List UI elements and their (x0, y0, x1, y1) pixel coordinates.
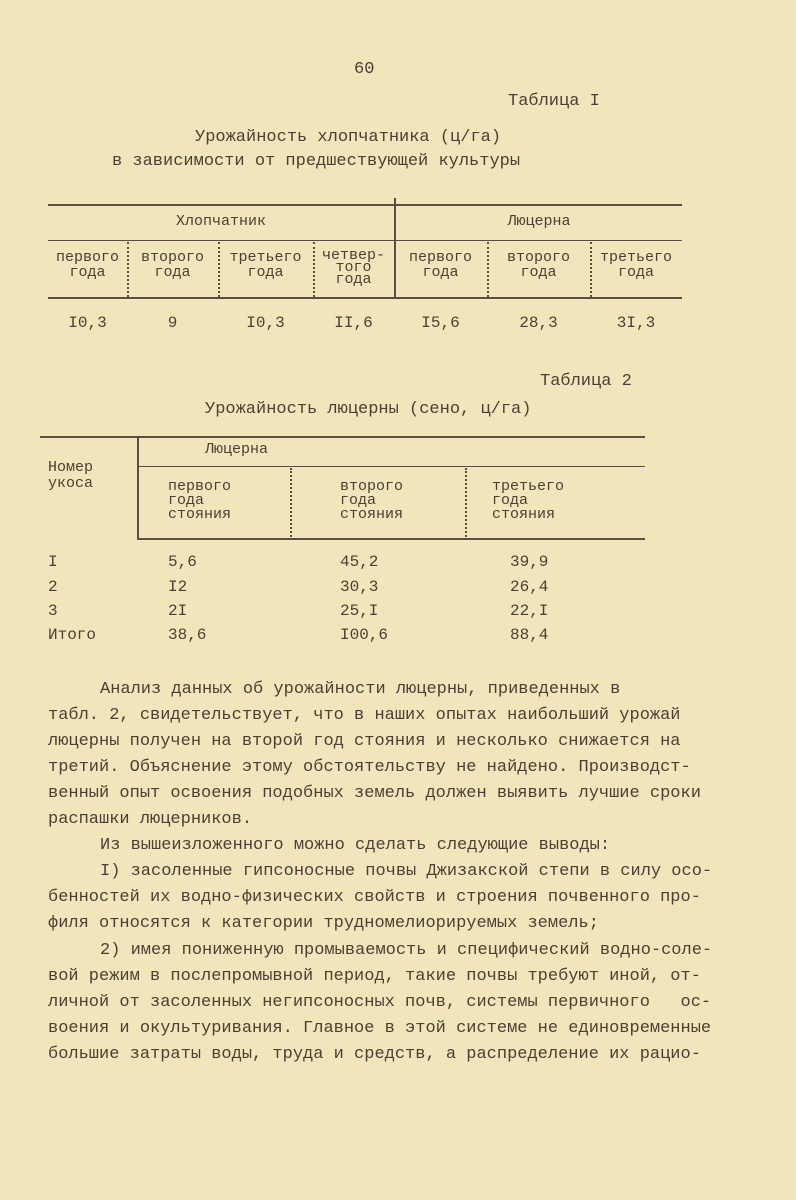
table1-group-alfalfa: Люцерна (507, 213, 571, 230)
text-line: табл. 2, свидетельствует, что в наших опытах наибольший урожай (48, 706, 681, 725)
text-line: бенностей их водно-физических свойств и строения почвенного про- (48, 888, 701, 907)
cell: I00,6 (340, 626, 389, 644)
table1-title-line2: в зависимости от предшествующей культуры (112, 152, 521, 171)
table1-col-header: третьего года (229, 249, 302, 281)
text-line: 2) имея пониженную промываемость и специфический водно-соле- (100, 941, 713, 960)
table1-label: Таблица I (508, 92, 600, 111)
cell: 38,6 (168, 626, 207, 644)
table1-col-header: первого года (408, 249, 472, 281)
table1-header-rule (48, 297, 682, 299)
cell: 25,I (340, 602, 379, 620)
table1-value: II,6 (334, 314, 373, 332)
table2-col-header: второго года стояния (340, 478, 404, 523)
table1-col-header: первого года (55, 249, 119, 281)
table1-top-rule (48, 204, 682, 206)
text-line: венный опыт освоения подобных земель должен выявить лучшие сроки (48, 784, 701, 803)
divider (290, 468, 292, 540)
table2-header-rule (138, 538, 645, 540)
row-label: I (48, 553, 58, 571)
cell: 88,4 (510, 626, 549, 644)
text-line: Из вышеизложенного можно сделать следующие выводы: (100, 836, 611, 855)
table2-col-header: третьего года стояния (492, 478, 565, 523)
divider (465, 468, 467, 540)
table2-label: Таблица 2 (540, 372, 632, 391)
table2-col-header: первого года стояния (168, 478, 232, 523)
table1-value: I5,6 (421, 314, 460, 332)
table1-col-header: второго года (506, 249, 570, 281)
text-line: I) засоленные гипсоносные почвы Джизакской степи в силу осо- (100, 862, 713, 881)
table2-top-rule (40, 436, 645, 438)
table1-value: 28,3 (519, 314, 558, 332)
table1-col-header: четвер- того года (321, 247, 385, 288)
table2-group: Люцерна (205, 441, 269, 458)
table1-value: I0,3 (246, 314, 285, 332)
page-number: 60 (354, 60, 375, 79)
row-label: Итого (48, 626, 97, 644)
cell: 30,3 (340, 578, 379, 596)
cell: 39,9 (510, 553, 549, 571)
table2-title: Урожайность люцерны (сено, ц/га) (205, 400, 532, 419)
table2-row-header: Номер укоса (48, 459, 94, 492)
table1-value: 3I,3 (616, 314, 656, 332)
cell: 26,4 (510, 578, 549, 596)
table1-value: 9 (167, 314, 178, 332)
cell: I2 (168, 578, 188, 596)
cell: 5,6 (168, 553, 197, 571)
table2-mid-rule (138, 466, 645, 467)
cell: 22,I (510, 602, 549, 620)
row-label: 3 (48, 602, 58, 620)
cell: 45,2 (340, 553, 379, 571)
cell: 2I (168, 602, 188, 620)
table1-group-cotton: Хлопчатник (175, 213, 266, 230)
text-line: филя относятся к категории трудномелиорируемых земель; (48, 914, 599, 933)
text-line: большие затраты воды, труда и средств, а распределение их рацио- (48, 1045, 701, 1064)
table1-col-header: второго года (140, 249, 204, 281)
text-line: люцерны получен на второй год стояния и несколько снижается на (48, 732, 681, 751)
text-line: Анализ данных об урожайности люцерны, приведенных в (100, 680, 621, 699)
text-line: распашки люцерников. (48, 810, 253, 829)
table1-col-header: третьего года (599, 249, 672, 281)
row-label: 2 (48, 578, 58, 596)
divider (137, 438, 139, 540)
table1-group-divider (394, 198, 396, 298)
text-line: личной от засоленных негипсоносных почв, системы первичного ос- (48, 993, 712, 1012)
table1-value: I0,3 (68, 314, 107, 332)
text-line: воения и окультуривания. Главное в этой системе не единовременные (48, 1019, 712, 1038)
text-line: третий. Объяснение этому обстоятельству не найдено. Производст- (48, 758, 691, 777)
table1-mid-rule (48, 240, 682, 241)
text-line: вой режим в послепромывной период, такие почвы требуют иной, от- (48, 967, 701, 986)
table1-title-line1: Урожайность хлопчатника (ц/га) (195, 128, 502, 147)
